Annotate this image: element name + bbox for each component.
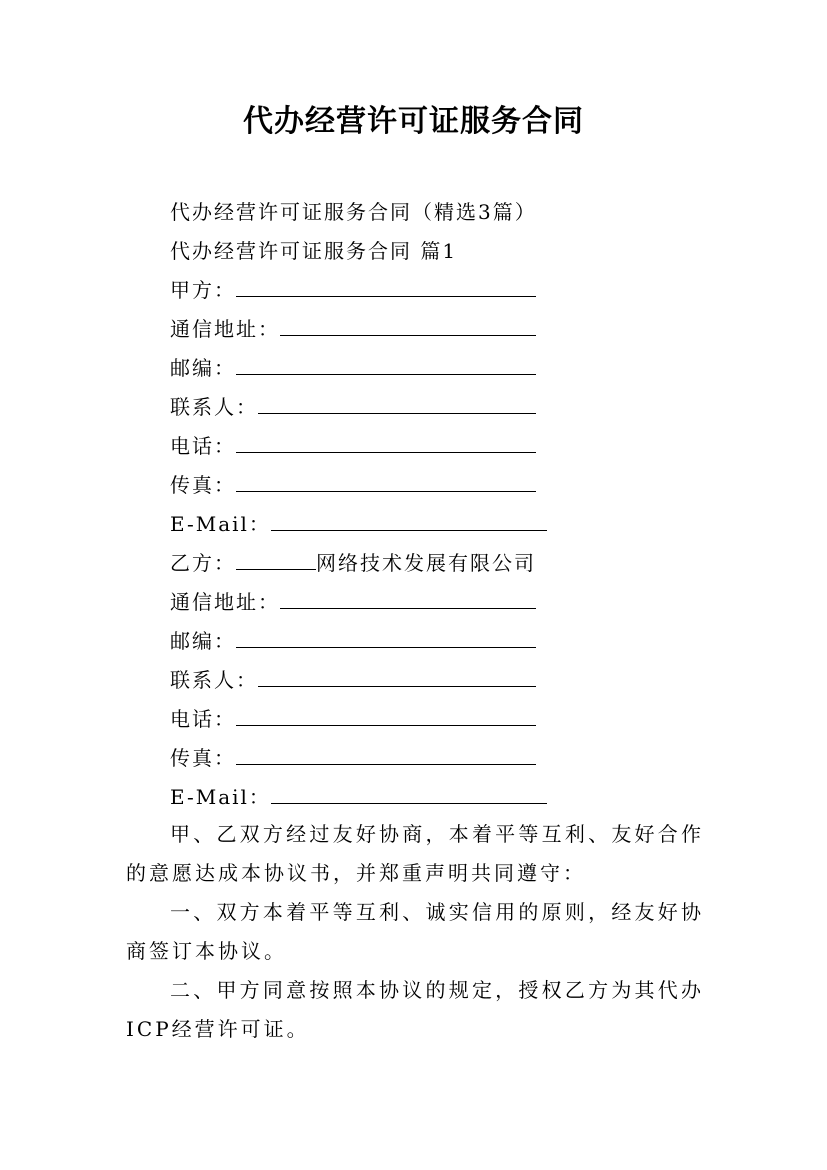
party-a-address-label: 通信地址： (170, 317, 280, 341)
party-b-email-label: E-Mail： (170, 785, 271, 809)
party-a-postcode-row (170, 354, 536, 382)
party-a-contact-label: 联系人： (170, 395, 258, 419)
party-b-phone-blank (236, 705, 536, 726)
party-b-postcode-blank (236, 627, 536, 648)
party-a-fax-row (170, 471, 536, 499)
party-b-name-blank (236, 549, 316, 570)
party-a-phone-label: 电话： (170, 434, 236, 458)
section-heading: 代办经营许可证服务合同 篇1 (170, 239, 458, 263)
party-a-name-blank (236, 276, 536, 297)
party-b-name-row (170, 549, 536, 577)
party-a-phone-row (170, 432, 536, 460)
party-b-address-blank (280, 588, 536, 609)
party-b-fax-label: 传真： (170, 746, 236, 770)
party-a-fax-blank (236, 471, 536, 492)
party-a-address-row (170, 315, 536, 343)
party-b-email-row (170, 783, 547, 811)
party-a-fax-label: 传真： (170, 473, 236, 497)
party-a-postcode-blank (236, 354, 536, 375)
party-b-contact-blank (258, 666, 536, 687)
party-b-email-blank (271, 783, 547, 804)
party-a-email-row (170, 510, 547, 538)
document-title: 代办经营许可证服务合同 (243, 104, 584, 139)
party-b-postcode-label: 邮编： (170, 629, 236, 653)
party-b-address-row (170, 588, 536, 616)
party-a-name-label: 甲方： (170, 278, 236, 302)
document-subtitle: 代办经营许可证服务合同（精选3篇） (170, 200, 537, 224)
party-a-name-row (170, 276, 536, 304)
party-b-fax-row (170, 744, 536, 772)
party-a-email-blank (271, 510, 547, 531)
party-b-postcode-row (170, 627, 536, 655)
paragraph-preamble: 甲、乙双方经过友好协商，本着平等互利、友好合作的意愿达成本协议书，并郑重声明共同遵守： (126, 822, 704, 885)
party-a-contact-blank (258, 393, 536, 414)
party-b-phone-label: 电话： (170, 707, 236, 731)
party-a-email-label: E-Mail： (170, 512, 271, 536)
party-a-contact-row (170, 393, 536, 421)
party-a-phone-blank (236, 432, 536, 453)
party-a-postcode-label: 邮编： (170, 356, 236, 380)
party-b-name-suffix: 网络技术发展有限公司 (316, 551, 536, 575)
party-b-fax-blank (236, 744, 536, 765)
party-b-address-label: 通信地址： (170, 590, 280, 614)
paragraph-clause-2: 二、甲方同意按照本协议的规定，授权乙方为其代办ICP经营许可证。 (126, 978, 704, 1041)
party-b-contact-row (170, 666, 536, 694)
party-b-phone-row (170, 705, 536, 733)
party-a-address-blank (280, 315, 536, 336)
paragraph-clause-1: 一、双方本着平等互利、诚实信用的原则，经友好协商签订本协议。 (126, 900, 704, 963)
party-b-contact-label: 联系人： (170, 668, 258, 692)
party-b-name-label: 乙方： (170, 551, 236, 575)
